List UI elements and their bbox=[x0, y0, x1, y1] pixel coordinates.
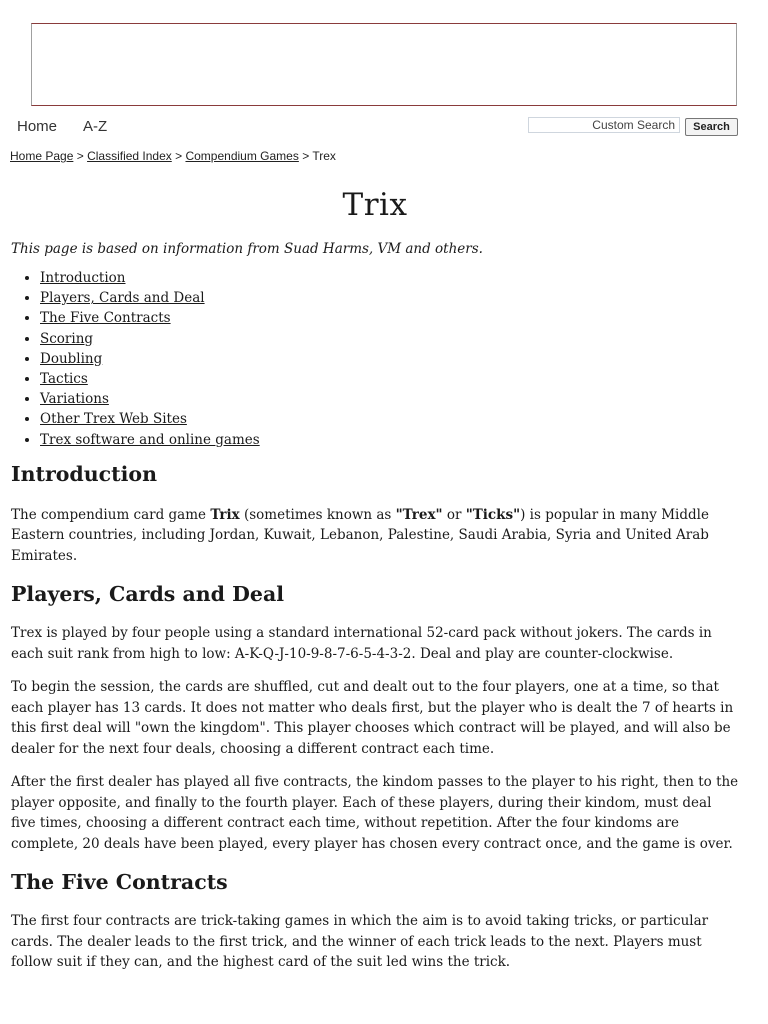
intro-text: (sometimes known as bbox=[239, 506, 396, 523]
alt-name-bold: "Ticks" bbox=[465, 506, 521, 523]
toc-link-players[interactable]: Players, Cards and Deal bbox=[40, 290, 205, 307]
toc-link-doubling[interactable]: Doubling bbox=[40, 350, 103, 367]
breadcrumb-compendium-link[interactable]: Compendium Games bbox=[185, 149, 299, 163]
main-content bbox=[11, 183, 739, 973]
contracts-paragraph: The first four contracts are trick-taking games in which the aim is to avoid taking tricks, or particular cards. The dealer leads to the first trick, and the winner of each trick leads to the next. Players must follow suit if they can, and the highest card of the suit led wins the trick. bbox=[11, 913, 709, 971]
attribution: This page is based on information from Suad Harms, VM and others. bbox=[11, 241, 483, 257]
toc-item bbox=[40, 430, 739, 450]
toc-link-software[interactable]: Trex software and online games bbox=[40, 431, 260, 448]
breadcrumb-home-link[interactable]: Home Page bbox=[10, 149, 74, 163]
toc-link-scoring[interactable]: Scoring bbox=[40, 330, 94, 347]
toc-link-other-sites[interactable]: Other Trex Web Sites bbox=[40, 411, 187, 428]
breadcrumb-classified-link[interactable]: Classified Index bbox=[87, 149, 172, 163]
toc-link-contracts[interactable]: The Five Contracts bbox=[40, 310, 171, 327]
intro-text: or bbox=[442, 506, 466, 523]
toc-item bbox=[40, 268, 739, 288]
toc-link-tactics[interactable]: Tactics bbox=[40, 371, 88, 388]
section-heading-contracts: The Five Contracts bbox=[11, 870, 228, 895]
toc-link-introduction[interactable]: Introduction bbox=[40, 270, 126, 286]
toc-item bbox=[40, 349, 739, 369]
players-paragraph: After the first dealer has played all five contracts, the kindom passes to the player to his right, then to the player opposite, and finally to the fourth player. Each of these players, during their kindom, must deal five times, choosing a different contract each time, without repetition. After the four kindoms are complete, 20 deals have been played, every player has chosen every contract once, and the game is over. bbox=[11, 774, 739, 852]
section-heading-players: Players, Cards and Deal bbox=[11, 582, 285, 607]
intro-paragraph bbox=[11, 505, 739, 567]
toc-item bbox=[40, 288, 739, 308]
alt-name-bold: "Trex" bbox=[395, 506, 443, 523]
toc-link-variations[interactable]: Variations bbox=[40, 391, 109, 408]
breadcrumb bbox=[10, 149, 336, 163]
page-title: Trix bbox=[342, 187, 408, 223]
game-name-bold: Trix bbox=[210, 506, 240, 523]
breadcrumb-separator: > bbox=[171, 149, 186, 163]
toc-item bbox=[40, 369, 739, 389]
breadcrumb-separator: > bbox=[298, 149, 313, 163]
intro-text: ) is popular in many Middle Eastern countries, including Jordan, Kuwait, Lebanon, Palestine, Saudi Arabia, Syria and United Arab Emirates. bbox=[11, 506, 709, 564]
players-paragraph: To begin the session, the cards are shuffled, cut and dealt out to the four players, one at a time, so that each player has 13 cards. It does not matter who deals first, but the player who is dealt the 7 of hearts in this first deal will "own the kingdom". This player chooses which contract will be played, and will also be dealer for the next four deals, choosing a different contract each time. bbox=[11, 679, 734, 757]
breadcrumb-current: Trex bbox=[312, 149, 336, 163]
intro-text: The compendium card game bbox=[11, 506, 211, 523]
toc-item bbox=[40, 409, 739, 429]
table-of-contents bbox=[11, 268, 739, 450]
breadcrumb-separator: > bbox=[73, 149, 88, 163]
top-navigation bbox=[0, 117, 768, 139]
toc-item bbox=[40, 308, 739, 328]
search-button[interactable]: Search bbox=[685, 118, 738, 136]
section-heading-introduction: Introduction bbox=[11, 461, 157, 486]
nav-az-link[interactable]: A-Z bbox=[83, 118, 108, 135]
toc-item bbox=[40, 329, 739, 349]
nav-home-link[interactable]: Home bbox=[17, 118, 58, 135]
search-input[interactable]: Custom Search bbox=[528, 117, 680, 133]
toc-item bbox=[40, 389, 739, 409]
players-paragraph: Trex is played by four people using a standard international 52-card pack without jokers. The cards in each suit rank from high to low: A-K-Q-J-10-9-8-7-6-5-4-3-2. Deal and play are counter-clockwise. bbox=[11, 625, 712, 662]
ad-banner bbox=[31, 23, 737, 106]
